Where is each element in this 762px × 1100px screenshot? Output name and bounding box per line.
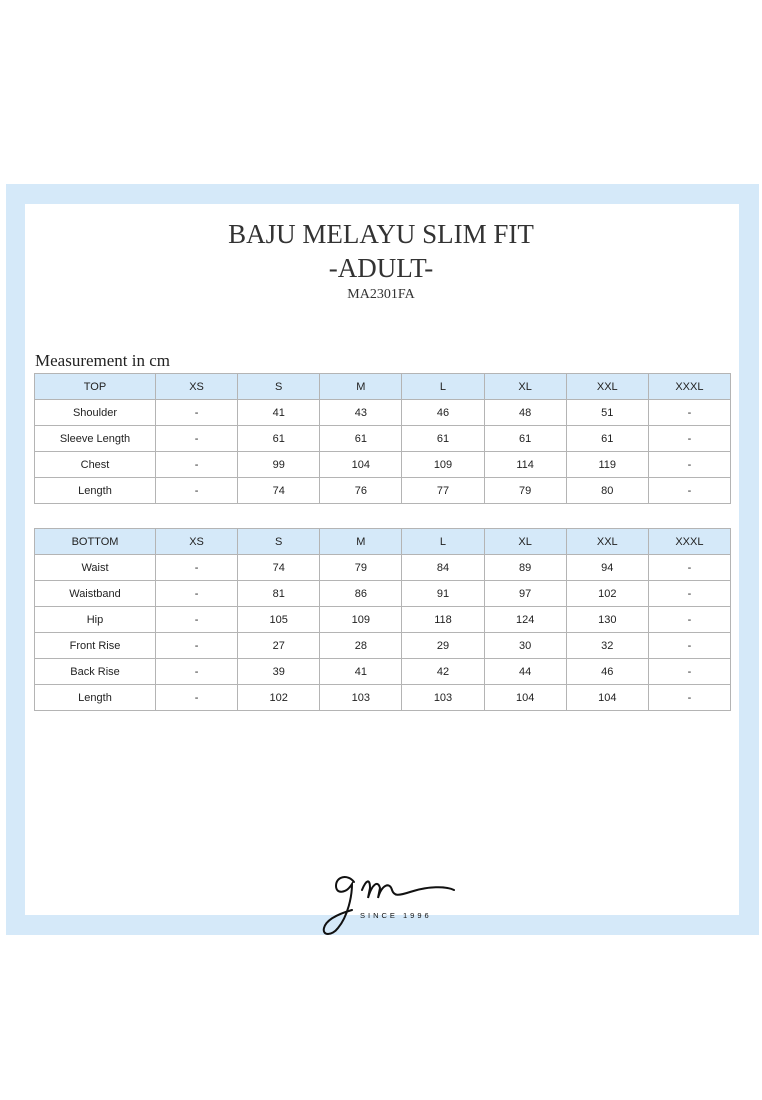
size-header-cell: M [320, 529, 402, 555]
measurement-label-cell: Back Rise [35, 659, 156, 685]
measurement-value-cell: - [648, 400, 730, 426]
measurement-label-cell: Front Rise [35, 633, 156, 659]
product-code: MA2301FA [347, 287, 415, 302]
measurement-value-cell: 27 [238, 633, 320, 659]
brand-logo [318, 866, 458, 940]
measurement-value-cell: - [648, 607, 730, 633]
measurement-value-cell: 46 [566, 659, 648, 685]
measurement-label-cell: Waist [35, 555, 156, 581]
size-header-cell: XXL [566, 529, 648, 555]
table-row [35, 555, 731, 581]
size-header-cell: XXXL [648, 529, 730, 555]
measurement-value-cell: 124 [484, 607, 566, 633]
measurement-value-cell: 81 [238, 581, 320, 607]
measurement-value-cell: - [156, 607, 238, 633]
measurement-label-cell: Sleeve Length [35, 426, 156, 452]
size-header-cell: S [238, 374, 320, 400]
measurement-value-cell: - [156, 581, 238, 607]
measurement-value-cell: - [156, 659, 238, 685]
section-header-cell: TOP [35, 374, 156, 400]
table-row [35, 478, 731, 504]
measurement-value-cell: - [648, 426, 730, 452]
measurement-label-cell: Hip [35, 607, 156, 633]
table-row [35, 633, 731, 659]
table-row [35, 685, 731, 711]
measurement-value-cell: 84 [402, 555, 484, 581]
measurement-value-cell: 103 [320, 685, 402, 711]
measurement-value-cell: - [648, 633, 730, 659]
measurement-value-cell: 114 [484, 452, 566, 478]
measurement-caption: Measurement in cm [35, 351, 171, 370]
measurement-value-cell: 46 [402, 400, 484, 426]
measurement-value-cell: - [648, 685, 730, 711]
logo-m-mark [362, 881, 454, 898]
table-row [35, 659, 731, 685]
size-header-cell: S [238, 529, 320, 555]
measurement-value-cell: 42 [402, 659, 484, 685]
measurement-value-cell: 104 [484, 685, 566, 711]
measurement-value-cell: - [648, 659, 730, 685]
page-subtitle: -ADULT- [328, 253, 434, 283]
measurement-value-cell: - [156, 555, 238, 581]
top-size-table [34, 373, 731, 504]
measurement-value-cell: 102 [238, 685, 320, 711]
logo-g-mark [324, 877, 354, 934]
measurement-value-cell: - [648, 581, 730, 607]
measurement-value-cell: 102 [566, 581, 648, 607]
table-row [35, 426, 731, 452]
size-header-cell: XXXL [648, 374, 730, 400]
logo-tagline: SINCE 1996 [360, 911, 432, 920]
table-row [35, 607, 731, 633]
measurement-value-cell: - [648, 478, 730, 504]
measurement-value-cell: 79 [320, 555, 402, 581]
measurement-value-cell: 41 [238, 400, 320, 426]
measurement-value-cell: 103 [402, 685, 484, 711]
measurement-value-cell: - [156, 452, 238, 478]
measurement-value-cell: 79 [484, 478, 566, 504]
measurement-value-cell: - [648, 555, 730, 581]
measurement-value-cell: - [156, 426, 238, 452]
measurement-value-cell: 61 [320, 426, 402, 452]
measurement-value-cell: 89 [484, 555, 566, 581]
measurement-value-cell: 30 [484, 633, 566, 659]
size-header-cell: XS [156, 529, 238, 555]
measurement-value-cell: 61 [484, 426, 566, 452]
measurement-value-cell: 77 [402, 478, 484, 504]
page-title: BAJU MELAYU SLIM FIT [228, 219, 534, 249]
measurement-label-cell: Chest [35, 452, 156, 478]
measurement-value-cell: 91 [402, 581, 484, 607]
measurement-value-cell: 74 [238, 478, 320, 504]
measurement-label-cell: Length [35, 478, 156, 504]
size-header-cell: XL [484, 374, 566, 400]
measurement-value-cell: 109 [402, 452, 484, 478]
measurement-value-cell: 44 [484, 659, 566, 685]
measurement-value-cell: 104 [566, 685, 648, 711]
size-header-cell: XXL [566, 374, 648, 400]
measurement-value-cell: 97 [484, 581, 566, 607]
measurement-label-cell: Length [35, 685, 156, 711]
measurement-value-cell: - [156, 633, 238, 659]
measurement-value-cell: 43 [320, 400, 402, 426]
measurement-value-cell: 104 [320, 452, 402, 478]
measurement-value-cell: 99 [238, 452, 320, 478]
size-header-cell: L [402, 374, 484, 400]
measurement-value-cell: 74 [238, 555, 320, 581]
size-header-cell: XS [156, 374, 238, 400]
table-row [35, 581, 731, 607]
measurement-value-cell: 76 [320, 478, 402, 504]
measurement-value-cell: 118 [402, 607, 484, 633]
measurement-value-cell: 109 [320, 607, 402, 633]
measurement-value-cell: 86 [320, 581, 402, 607]
table-row [35, 400, 731, 426]
measurement-value-cell: 28 [320, 633, 402, 659]
table-header-row [35, 374, 731, 400]
size-header-cell: M [320, 374, 402, 400]
measurement-value-cell: 29 [402, 633, 484, 659]
measurement-value-cell: 48 [484, 400, 566, 426]
measurement-label-cell: Shoulder [35, 400, 156, 426]
measurement-value-cell: 41 [320, 659, 402, 685]
measurement-value-cell: - [156, 685, 238, 711]
measurement-value-cell: - [648, 452, 730, 478]
table-header-row [35, 529, 731, 555]
section-header-cell: BOTTOM [35, 529, 156, 555]
measurement-value-cell: 39 [238, 659, 320, 685]
measurement-value-cell: 61 [238, 426, 320, 452]
measurement-value-cell: - [156, 400, 238, 426]
measurement-value-cell: 119 [566, 452, 648, 478]
bottom-size-table [34, 528, 731, 711]
measurement-value-cell: 130 [566, 607, 648, 633]
measurement-value-cell: 105 [238, 607, 320, 633]
measurement-value-cell: 61 [566, 426, 648, 452]
measurement-label-cell: Waistband [35, 581, 156, 607]
measurement-value-cell: 51 [566, 400, 648, 426]
table-row [35, 452, 731, 478]
size-header-cell: XL [484, 529, 566, 555]
measurement-value-cell: - [156, 478, 238, 504]
size-header-cell: L [402, 529, 484, 555]
measurement-value-cell: 32 [566, 633, 648, 659]
measurement-value-cell: 94 [566, 555, 648, 581]
measurement-value-cell: 80 [566, 478, 648, 504]
measurement-value-cell: 61 [402, 426, 484, 452]
